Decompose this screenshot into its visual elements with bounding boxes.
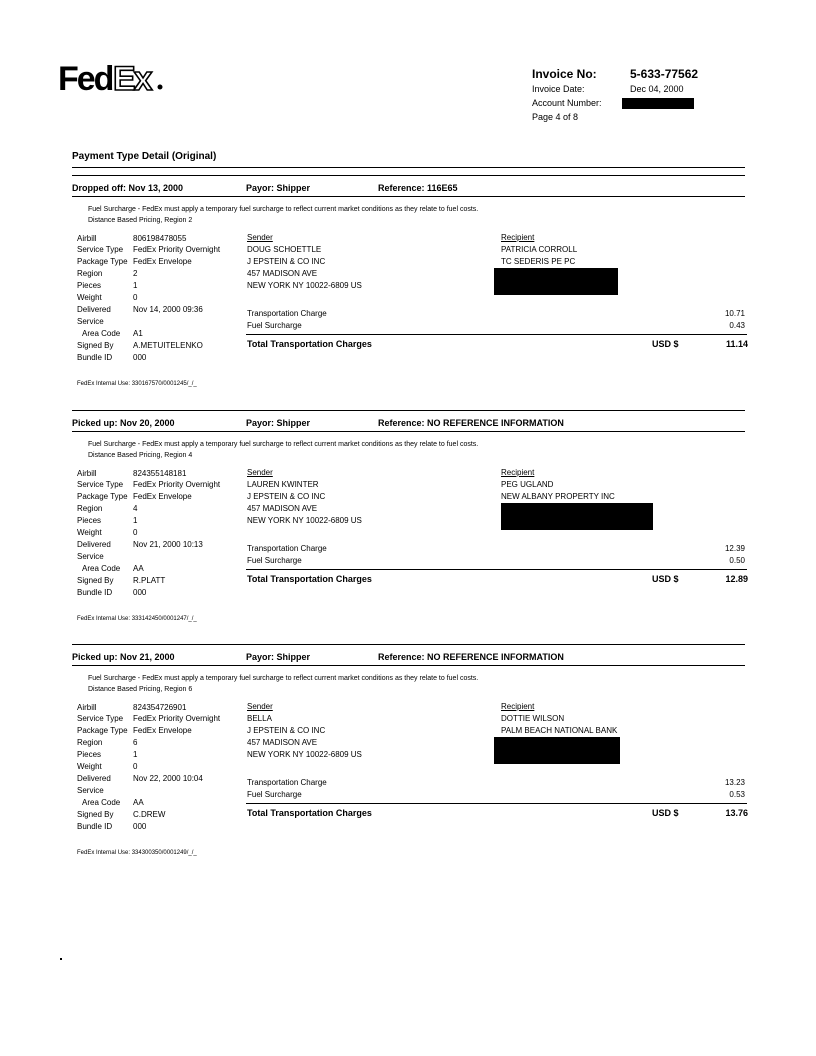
svg-text:Ex: Ex: [113, 60, 151, 98]
fuel-surcharge-value: 0.50: [729, 556, 745, 565]
transport-charge-label: Transportation Charge: [247, 544, 327, 553]
shipment-header: Picked up: Nov 21, 2000: [72, 652, 175, 662]
fuel-surcharge-label: Fuel Surcharge: [247, 790, 302, 799]
bundle-id-value: 000: [133, 822, 147, 831]
airbill-value: 824354726901: [133, 703, 187, 712]
package-type-label: Package Type: [77, 257, 128, 266]
weight-label: Weight: [77, 528, 102, 537]
shipment-payor: Payor: Shipper: [246, 183, 311, 193]
service-type-label: Service Type: [77, 714, 124, 723]
transport-charge-value: 13.23: [724, 778, 745, 787]
transport-charge-value: 10.71: [724, 309, 745, 318]
recipient-heading: [501, 233, 534, 242]
recipient-address-redaction: [501, 503, 653, 530]
weight-label: Weight: [77, 293, 102, 302]
delivered-label: Delivered: [77, 774, 111, 783]
area-code-value: AA: [133, 798, 144, 807]
pieces-value: 1: [133, 281, 138, 290]
airbill-value: 806198478055: [133, 234, 187, 243]
weight-value: 0: [133, 293, 138, 302]
service-type-value: FedEx Priority Overnight: [133, 480, 221, 489]
total-rule: [246, 803, 747, 804]
invoice-date: Dec 04, 2000: [630, 84, 684, 94]
delivered-label: Delivered: [77, 305, 111, 314]
recipient-line: PATRICIA CORROLL: [501, 245, 578, 254]
sender-line: 457 MADISON AVE: [247, 738, 318, 747]
fuel-surcharge-label: Fuel Surcharge: [247, 321, 302, 330]
delivered-value: Nov 14, 2000 09:36: [133, 305, 203, 314]
fuel-surcharge-value: 0.53: [729, 790, 745, 799]
sender-heading-text: Sender: [247, 702, 273, 711]
recipient-heading-text: Recipient: [501, 702, 535, 711]
sender-line: NEW YORK NY 10022-6809 US: [247, 281, 362, 290]
recipient-line: TC SEDERIS PE PC: [501, 257, 576, 266]
sender-heading: [247, 702, 273, 711]
shipment-top-rule: [72, 644, 745, 645]
service-type-value: FedEx Priority Overnight: [133, 714, 221, 723]
service-label: Service: [77, 786, 104, 795]
sender-heading: [247, 468, 273, 477]
sender-line: NEW YORK NY 10022-6809 US: [247, 516, 362, 525]
sender-line: DOUG SCHOETTLE: [247, 245, 322, 254]
recipient-address-redaction: [494, 737, 620, 764]
fuel-note: Fuel Surcharge - FedEx must apply a temporary fuel surcharge to reflect current market conditions as they relate to fuel costs.: [88, 206, 479, 213]
pricing-note: Distance Based Pricing, Region 4: [88, 452, 193, 459]
total-rule: [246, 334, 747, 335]
area-code-label: Area Code: [82, 798, 121, 807]
sender-line: 457 MADISON AVE: [247, 269, 318, 278]
service-label: Service: [77, 317, 104, 326]
invoice-no: 5-633-77562: [630, 67, 699, 81]
shipment-reference: Reference: NO REFERENCE INFORMATION: [378, 418, 564, 428]
recipient-heading-text: Recipient: [501, 233, 535, 242]
sender-line: BELLA: [247, 714, 272, 723]
signed-by-value: C.DREW: [133, 810, 166, 819]
region-value: 6: [133, 738, 138, 747]
package-type-value: FedEx Envelope: [133, 492, 192, 501]
sender-line: J EPSTEIN & CO INC: [247, 257, 326, 266]
service-type-value: FedEx Priority Overnight: [133, 245, 221, 254]
airbill-label: Airbill: [77, 469, 97, 478]
total-currency: USD $: [652, 339, 679, 349]
pieces-label: Pieces: [77, 281, 102, 290]
package-type-label: Package Type: [77, 492, 128, 501]
sender-heading: [247, 233, 273, 242]
section-divider: [72, 167, 745, 168]
invoice-date-label: Invoice Date:: [532, 84, 585, 94]
transport-charge-value: 12.39: [724, 544, 745, 553]
shipment-top-rule: [72, 410, 745, 411]
pieces-value: 1: [133, 516, 138, 525]
recipient-heading: [501, 468, 534, 477]
shipment-payor: Payor: Shipper: [246, 652, 311, 662]
recipient-line: PALM BEACH NATIONAL BANK: [501, 726, 618, 735]
recipient-heading: [501, 702, 534, 711]
region-label: Region: [77, 269, 103, 278]
fuel-surcharge-label: Fuel Surcharge: [247, 556, 302, 565]
internal-use: FedEx Internal Use: 333142450/0001247/_/_: [77, 616, 197, 622]
total-label: Total Transportation Charges: [247, 339, 372, 349]
airbill-value: 824355148181: [133, 469, 187, 478]
pieces-label: Pieces: [77, 516, 102, 525]
bundle-id-label: Bundle ID: [77, 822, 113, 831]
total-value: 11.14: [725, 339, 748, 349]
invoice-no-label: Invoice No:: [532, 67, 597, 81]
shipment-header: Picked up: Nov 20, 2000: [72, 418, 175, 428]
total-currency: USD $: [652, 808, 679, 818]
bundle-id-label: Bundle ID: [77, 588, 113, 597]
total-label: Total Transportation Charges: [247, 574, 372, 584]
region-value: 2: [133, 269, 138, 278]
shipment-header-rule: [72, 665, 745, 666]
region-label: Region: [77, 504, 103, 513]
sender-line: 457 MADISON AVE: [247, 504, 318, 513]
delivered-label: Delivered: [77, 540, 111, 549]
weight-value: 0: [133, 528, 138, 537]
pricing-note: Distance Based Pricing, Region 2: [88, 217, 193, 224]
package-type-value: FedEx Envelope: [133, 257, 192, 266]
transport-charge-label: Transportation Charge: [247, 309, 327, 318]
bundle-id-label: Bundle ID: [77, 353, 113, 362]
pieces-value: 1: [133, 750, 138, 759]
package-type-value: FedEx Envelope: [133, 726, 192, 735]
sender-heading-text: Sender: [247, 233, 273, 242]
total-value: 12.89: [725, 574, 748, 584]
svg-text:Fed: Fed: [58, 60, 113, 98]
package-type-label: Package Type: [77, 726, 128, 735]
total-label: Total Transportation Charges: [247, 808, 372, 818]
shipment-top-rule: [72, 175, 745, 176]
bundle-id-value: 000: [133, 588, 147, 597]
sender-line: NEW YORK NY 10022-6809 US: [247, 750, 362, 759]
signed-by-label: Signed By: [77, 810, 114, 819]
fuel-note: Fuel Surcharge - FedEx must apply a temporary fuel surcharge to reflect current market conditions as they relate to fuel costs.: [88, 675, 479, 682]
signed-by-label: Signed By: [77, 576, 114, 585]
service-type-label: Service Type: [77, 245, 124, 254]
recipient-heading-text: Recipient: [501, 468, 535, 477]
bundle-id-value: 000: [133, 353, 147, 362]
recipient-line: NEW ALBANY PROPERTY INC: [501, 492, 615, 501]
sender-line: J EPSTEIN & CO INC: [247, 726, 326, 735]
shipment-reference: Reference: NO REFERENCE INFORMATION: [378, 652, 564, 662]
area-code-label: Area Code: [82, 564, 121, 573]
total-currency: USD $: [652, 574, 679, 584]
area-code-value: A1: [133, 329, 143, 338]
pricing-note: Distance Based Pricing, Region 6: [88, 686, 193, 693]
delivered-value: Nov 21, 2000 10:13: [133, 540, 203, 549]
sender-line: J EPSTEIN & CO INC: [247, 492, 326, 501]
account-number-label: Account Number:: [532, 98, 602, 108]
page-mark: [60, 958, 62, 960]
signed-by-value: R.PLATT: [133, 576, 166, 585]
internal-use: FedEx Internal Use: 330167570/0001245/_/_: [77, 381, 197, 387]
weight-label: Weight: [77, 762, 102, 771]
recipient-address-redaction: [494, 268, 618, 295]
fedex-logo: [58, 60, 168, 98]
sender-line: LAUREN KWINTER: [247, 480, 319, 489]
shipment-header-rule: [72, 196, 745, 197]
service-label: Service: [77, 552, 104, 561]
transport-charge-label: Transportation Charge: [247, 778, 327, 787]
delivered-value: Nov 22, 2000 10:04: [133, 774, 203, 783]
airbill-label: Airbill: [77, 234, 97, 243]
fuel-note: Fuel Surcharge - FedEx must apply a temporary fuel surcharge to reflect current market conditions as they relate to fuel costs.: [88, 441, 479, 448]
airbill-label: Airbill: [77, 703, 97, 712]
area-code-label: Area Code: [82, 329, 121, 338]
section-title: Payment Type Detail (Original): [72, 151, 217, 162]
shipment-header: Dropped off: Nov 13, 2000: [72, 183, 184, 193]
service-type-label: Service Type: [77, 480, 124, 489]
total-value: 13.76: [725, 808, 748, 818]
fuel-surcharge-value: 0.43: [729, 321, 745, 330]
recipient-line: PEG UGLAND: [501, 480, 554, 489]
shipment-header-rule: [72, 431, 745, 432]
region-value: 4: [133, 504, 138, 513]
page-number: Page 4 of 8: [532, 112, 579, 122]
account-number-redaction: [622, 98, 694, 109]
pieces-label: Pieces: [77, 750, 102, 759]
weight-value: 0: [133, 762, 138, 771]
total-rule: [246, 569, 747, 570]
area-code-value: AA: [133, 564, 144, 573]
sender-heading-text: Sender: [247, 468, 273, 477]
signed-by-value: A.METUITELENKO: [133, 341, 203, 350]
shipment-reference: Reference: 116E65: [378, 183, 458, 193]
shipment-payor: Payor: Shipper: [246, 418, 311, 428]
internal-use: FedEx Internal Use: 334300350/0001249/_/_: [77, 850, 197, 856]
region-label: Region: [77, 738, 103, 747]
signed-by-label: Signed By: [77, 341, 114, 350]
recipient-line: DOTTIE WILSON: [501, 714, 565, 723]
